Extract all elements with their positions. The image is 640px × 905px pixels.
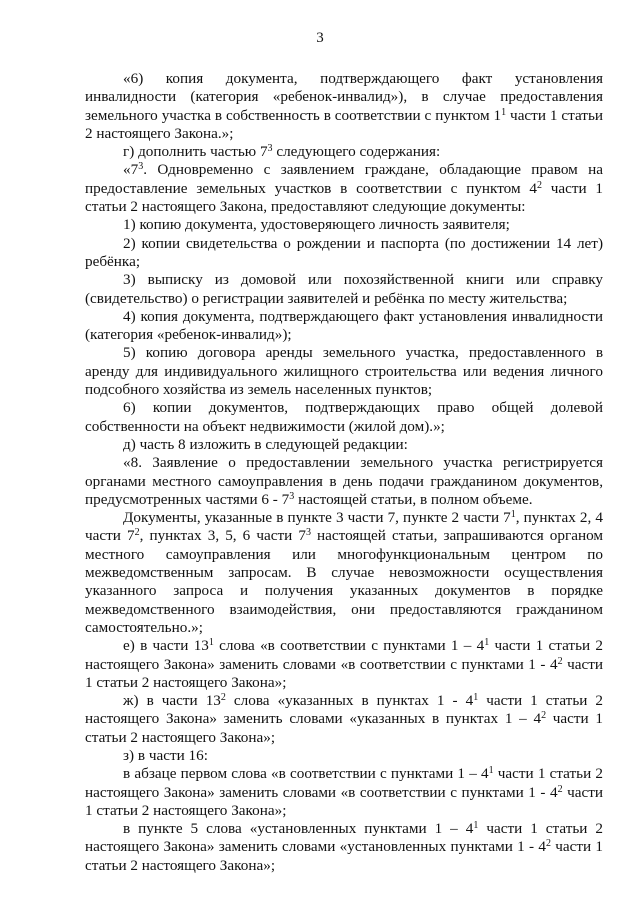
superscript-index: 1: [488, 765, 494, 777]
paragraph: [85, 308, 603, 345]
paragraph-text: 4) копия документа, подтверждающего факт установления инвалидности (категория «ребенок-инвалид»);: [85, 307, 603, 344]
paragraph-text: , пунктах 2, 4 части 7: [85, 509, 603, 545]
paragraph-text: части 1 статьи 2 настоящего Закона, предоставляют следующие документы:: [85, 179, 604, 216]
paragraph: [85, 70, 603, 143]
paragraph-text: в пункте 5 слова «установленных пунктами 1 – 4: [123, 820, 474, 838]
paragraph-text: части 1 статьи 2 настоящего Закона» заменить словами «в соответствии с пунктами 1 - 4: [85, 765, 604, 801]
superscript-index: 2: [557, 783, 563, 795]
paragraph-text: части 1 статьи 2 настоящего Закона» заменить словами «установленных пунктами 1 - 4: [85, 820, 603, 856]
paragraph: [85, 820, 603, 875]
paragraph-text: 1) копию документа, удостоверяющего личность заявителя;: [123, 216, 510, 234]
superscript-index: 1: [484, 637, 490, 649]
paragraph-text: д) часть 8 изложить в следующей редакции:: [123, 435, 408, 453]
paragraph: [85, 637, 603, 692]
superscript-index: 2: [536, 179, 542, 191]
superscript-index: 3: [289, 490, 295, 502]
paragraph-text: части 1 статьи 2 настоящего Закона»;: [85, 783, 603, 819]
paragraph-text: части 1 статьи 2 настоящего Закона» заменить словами «в соответствии с пунктами 1 - 4: [85, 637, 603, 673]
paragraph-text: слова «в соответствии с пунктами 1 – 4: [213, 637, 485, 655]
paragraph: [85, 765, 603, 820]
paragraph-text: части 1 статьи 2 настоящего Закона»;: [85, 710, 603, 746]
superscript-index: 1: [208, 637, 214, 649]
paragraph-text: настоящей статьи, в полном объеме.: [294, 490, 533, 508]
paragraph-text: Документы, указанные в пункте 3 части 7, пункте 2 части 7: [123, 509, 511, 527]
paragraph-text: 2) копии свидетельства о рождении и паспорта (по достижении 14 лет) ребёнка;: [85, 234, 603, 270]
paragraph: [85, 747, 603, 765]
paragraph-text: . Одновременно с заявлением граждане, обладающие правом на предоставление земельных участков в соответствии с пунктом 4: [85, 161, 603, 197]
superscript-index: 2: [134, 527, 140, 539]
superscript-index: 1: [501, 106, 507, 118]
superscript-index: 2: [541, 710, 547, 722]
paragraph: [85, 216, 603, 234]
page-number: 3: [316, 30, 324, 46]
paragraph: [85, 271, 603, 308]
paragraph: [85, 235, 603, 272]
paragraph-text: з) в части 16:: [123, 746, 208, 764]
paragraph: [85, 344, 603, 399]
superscript-index: 1: [473, 820, 479, 832]
paragraph-text: , пунктах 3, 5, 6 части 7: [139, 527, 306, 545]
paragraph-text: в абзаце первом слова «в соответствии с пунктами 1 – 4: [123, 765, 489, 783]
superscript-index: 3: [267, 143, 273, 155]
paragraph-text: следующего содержания:: [272, 143, 441, 161]
paragraph: [85, 509, 603, 637]
paragraph-text: «7: [123, 161, 139, 179]
paragraph-text: слова «указанных в пунктах 1 - 4: [225, 692, 474, 710]
paragraph-text: 6) копии документов, подтверждающих право общей долевой собственности на объект недвижимости (жилой дом).»;: [85, 399, 603, 435]
paragraph-text: 3) выписку из домовой или похозяйственной книги или справку (свидетельство) о регистрации заявителей и ребёнка по месту жительства;: [85, 271, 603, 307]
paragraph: [85, 143, 603, 161]
paragraph-text: части 1 статьи 2 настоящего Закона»;: [85, 655, 603, 691]
paragraph-text: е) в части 13: [123, 637, 209, 655]
superscript-index: 1: [473, 692, 479, 704]
paragraph: [85, 161, 603, 216]
superscript-index: 2: [545, 838, 551, 850]
paragraph-text: 5) копию договора аренды земельного участка, предоставленного в аренду для индивидуального жилищного строительства или ведения личного подсобного хозяйства из земель населенных пунктов;: [85, 344, 603, 399]
superscript-index: 3: [138, 161, 144, 173]
paragraph-text: части 1 статьи 2 настоящего Закона.»;: [85, 106, 603, 142]
paragraph-text: г) дополнить частью 7: [123, 143, 268, 161]
superscript-index: 3: [305, 527, 311, 539]
paragraph-text: «8. Заявление о предоставлении земельного участка регистрируется органами местного самоуправления в день подачи гражданином документов, предусмотренных частями 6 - 7: [85, 454, 603, 508]
paragraph: [85, 692, 603, 747]
paragraph-text: «6) копия документа, подтверждающего факт установления инвалидности (категория «ребенок-инвалид»), в случае предоставления земельного участка в собственность в соответствии с пунктом 1: [85, 70, 603, 124]
paragraph: [85, 436, 603, 454]
paragraph-text: части 1 статьи 2 настоящего Закона»;: [85, 838, 603, 874]
document-body: [85, 70, 603, 875]
superscript-index: 1: [510, 509, 516, 521]
superscript-index: 2: [557, 655, 563, 667]
paragraph-text: части 1 статьи 2 настоящего Закона» заменить словами «указанных в пунктах 1 – 4: [85, 692, 603, 728]
superscript-index: 2: [220, 692, 226, 704]
paragraph-text: настоящей статьи, запрашиваются органом местного самоуправления или многофункциональным центром по межведомственным запросам. В случае невозможности осуществления указанного запроса и получения указанных документов в порядке межведомственного взаимодействия, они предоставляются гражданином самостоятельно.»;: [85, 527, 604, 636]
paragraph: [85, 454, 603, 509]
paragraph-text: ж) в части 13: [123, 692, 221, 710]
paragraph: [85, 399, 603, 436]
